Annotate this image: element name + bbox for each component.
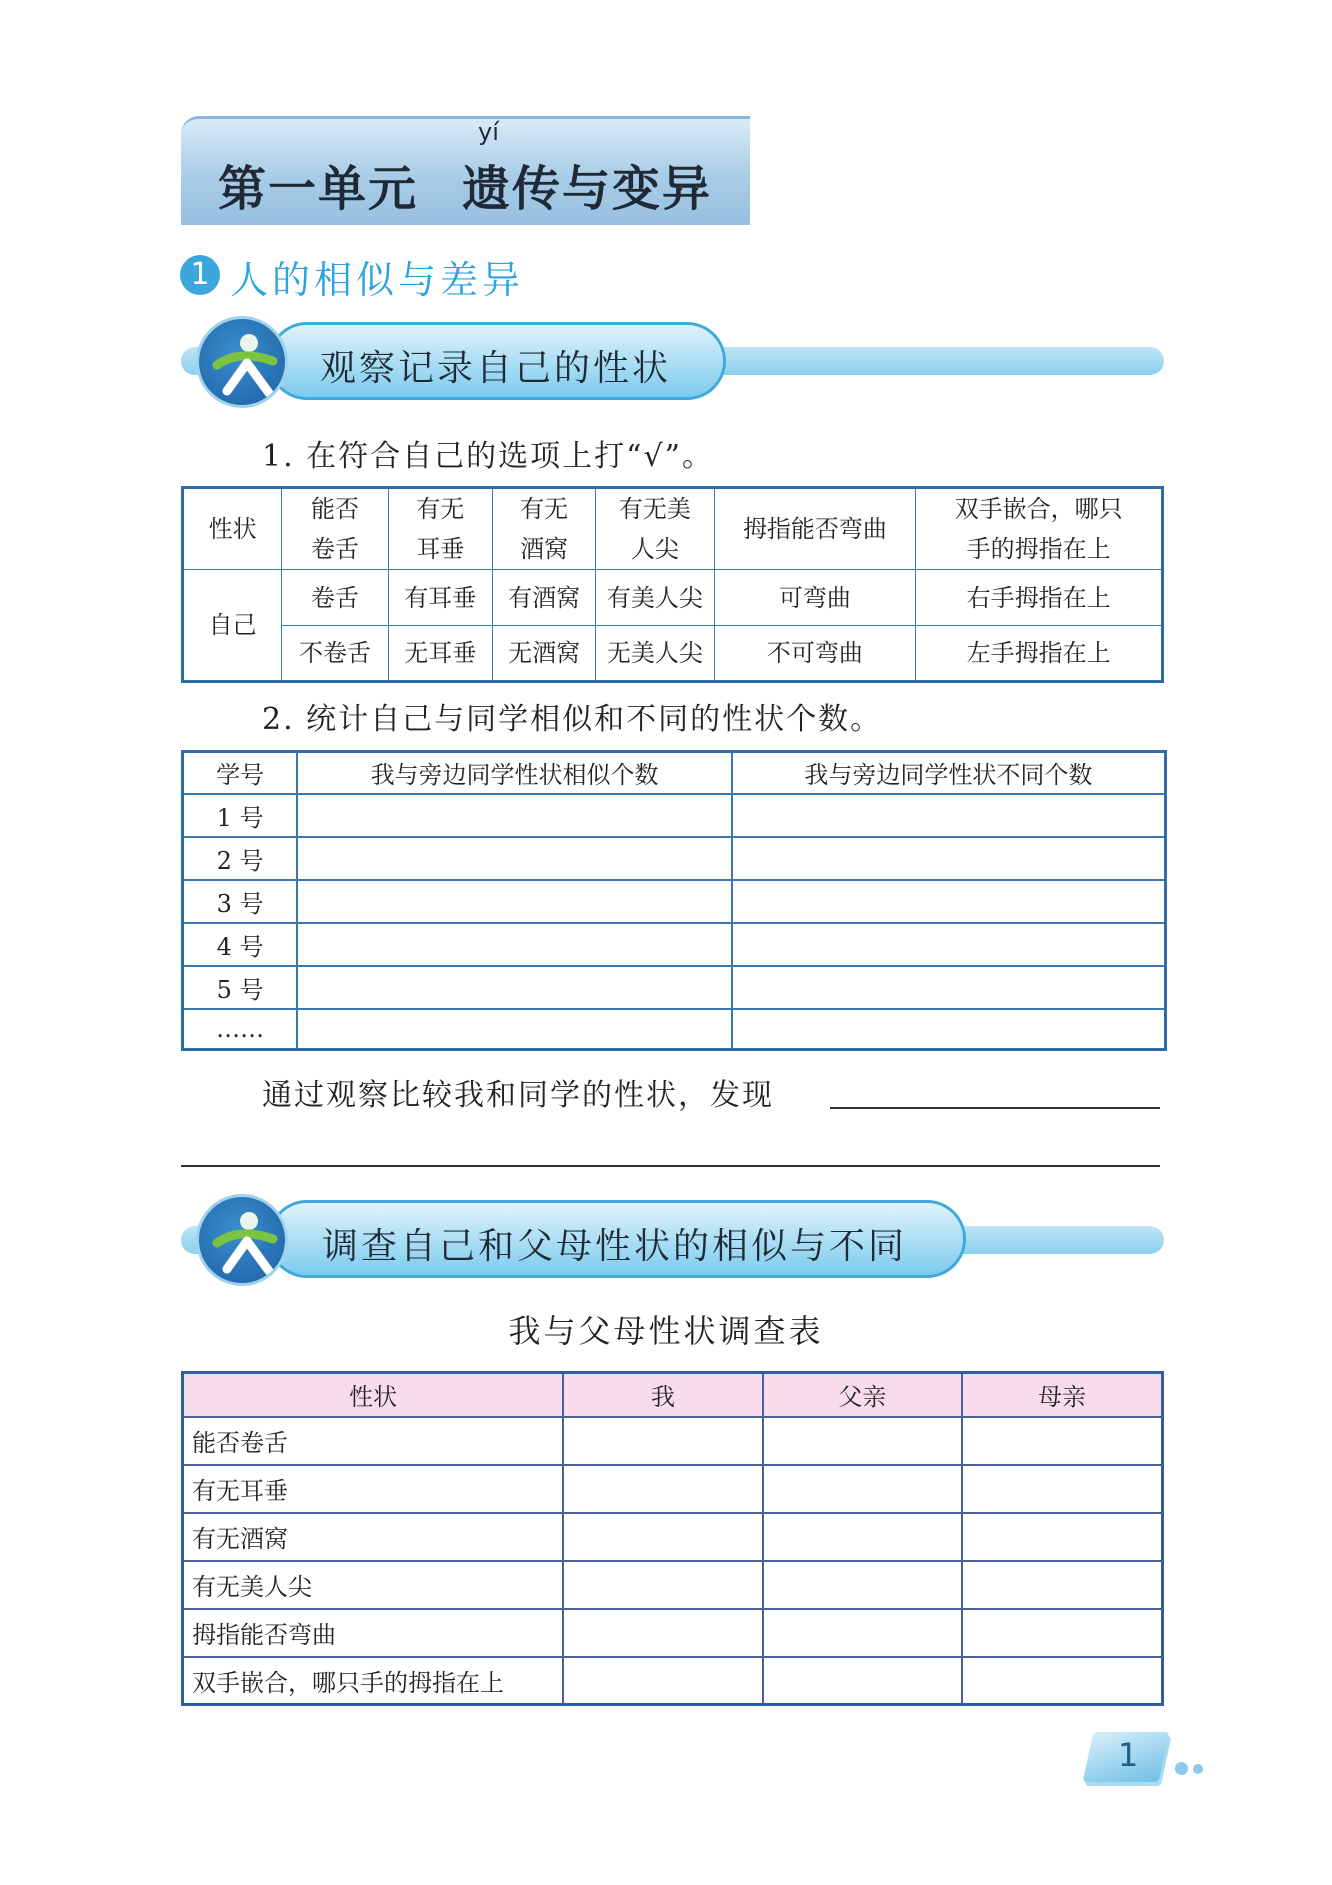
stats-header-id: 学号 [183,752,298,794]
mother-cell[interactable] [962,1465,1162,1513]
survey-trait: 双手嵌合，哪只手的拇指在上 [183,1657,564,1705]
traits-header-label: 性状 [183,488,282,570]
survey-trait: 能否卷舌 [183,1417,564,1465]
student-id: 3 号 [183,880,298,923]
similar-count-cell[interactable] [297,966,732,1009]
unit-title-topic: 遗传与变异 [462,161,713,217]
mother-cell[interactable] [962,1417,1162,1465]
different-count-cell[interactable] [732,1009,1166,1050]
trait-header: 双手嵌合，哪只 手的拇指在上 [916,488,1163,570]
page-number: 1 [1118,1736,1139,1774]
trait-header: 能否 卷舌 [282,488,388,570]
self-row-label: 自己 [183,570,282,682]
option-cell[interactable]: 有美人尖 [596,570,714,626]
similar-count-cell[interactable] [297,794,732,837]
survey-header-father: 父亲 [763,1373,962,1417]
activity-title: 调查自己和父母性状的相似与不同 [322,1226,908,1267]
stats-header-similar: 我与旁边同学性状相似个数 [297,752,732,794]
similar-count-cell[interactable] [297,837,732,880]
classmate-stats-table [181,750,1167,1051]
survey-header-trait: 性状 [183,1373,564,1417]
activity-title: 观察记录自己的性状 [320,348,672,389]
option-cell[interactable]: 不可弯曲 [714,626,916,682]
survey-header-me: 我 [563,1373,762,1417]
traits-table [181,486,1164,683]
finding-answer-line[interactable] [830,1107,1160,1109]
unit-title-number: 第一单元 [218,161,419,217]
parents-survey-table [181,1371,1164,1706]
lesson-number-badge: 1 [180,255,220,295]
father-cell[interactable] [763,1465,962,1513]
lesson-title: 人的相似与差异 [230,258,525,302]
mother-cell[interactable] [962,1657,1162,1705]
option-cell[interactable]: 无酒窝 [492,626,595,682]
different-count-cell[interactable] [732,837,1166,880]
similar-count-cell[interactable] [297,923,732,966]
mother-cell[interactable] [962,1609,1162,1657]
survey-header-mother: 母亲 [962,1373,1162,1417]
option-cell[interactable]: 有耳垂 [388,570,492,626]
student-id: …… [183,1009,298,1050]
survey-trait: 有无耳垂 [183,1465,564,1513]
question-2: 2. 统计自己与同学相似和不同的性状个数。 [262,702,883,737]
different-count-cell[interactable] [732,880,1166,923]
pinyin-annotation: yí [478,118,499,146]
option-cell[interactable]: 无美人尖 [596,626,714,682]
different-count-cell[interactable] [732,923,1166,966]
father-cell[interactable] [763,1657,962,1705]
survey-trait: 有无美人尖 [183,1561,564,1609]
decorative-dot [1193,1764,1203,1774]
decorative-dot [1175,1762,1188,1775]
question-1: 1. 在符合自己的选项上打“√”。 [262,439,714,474]
father-cell[interactable] [763,1561,962,1609]
me-cell[interactable] [563,1561,762,1609]
trait-header: 有无 耳垂 [388,488,492,570]
trait-header: 拇指能否弯曲 [714,488,916,570]
different-count-cell[interactable] [732,794,1166,837]
survey-trait: 拇指能否弯曲 [183,1609,564,1657]
student-id: 1 号 [183,794,298,837]
me-cell[interactable] [563,1417,762,1465]
trait-header: 有无 酒窝 [492,488,595,570]
me-cell[interactable] [563,1657,762,1705]
mother-cell[interactable] [962,1513,1162,1561]
stats-header-different: 我与旁边同学性状不同个数 [732,752,1166,794]
activity-person-icon [196,316,288,408]
option-cell[interactable]: 无耳垂 [388,626,492,682]
me-cell[interactable] [563,1513,762,1561]
father-cell[interactable] [763,1513,962,1561]
option-cell[interactable]: 不卷舌 [282,626,388,682]
unit-title [218,150,712,219]
student-id: 5 号 [183,966,298,1009]
survey-table-caption: 我与父母性状调查表 [508,1312,824,1350]
similar-count-cell[interactable] [297,1009,732,1050]
finding-prompt: 通过观察比较我和同学的性状，发现 [262,1078,774,1113]
student-id: 2 号 [183,837,298,880]
student-id: 4 号 [183,923,298,966]
survey-trait: 有无酒窝 [183,1513,564,1561]
option-cell[interactable]: 左手拇指在上 [916,626,1163,682]
option-cell[interactable]: 右手拇指在上 [916,570,1163,626]
similar-count-cell[interactable] [297,880,732,923]
me-cell[interactable] [563,1609,762,1657]
me-cell[interactable] [563,1465,762,1513]
trait-header: 有无美 人尖 [596,488,714,570]
activity-person-icon [196,1194,288,1286]
finding-answer-line-2[interactable] [181,1165,1160,1167]
option-cell[interactable]: 卷舌 [282,570,388,626]
father-cell[interactable] [763,1417,962,1465]
father-cell[interactable] [763,1609,962,1657]
different-count-cell[interactable] [732,966,1166,1009]
option-cell[interactable]: 有酒窝 [492,570,595,626]
option-cell[interactable]: 可弯曲 [714,570,916,626]
mother-cell[interactable] [962,1561,1162,1609]
